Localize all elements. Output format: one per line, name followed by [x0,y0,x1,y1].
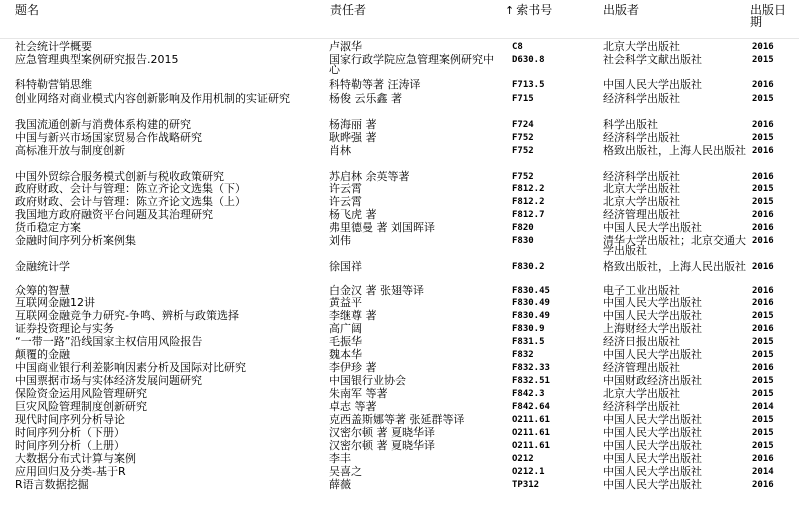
cell-title: 应急管理典型案例研究报告.2015 [15,53,179,66]
cell-publisher: 中国人民大学出版社 [603,426,702,439]
cell-author: 李伊珍 著 [329,361,377,374]
cell-title: 我国流通创新与消费体系构建的研究 [15,118,191,131]
cell-author: 汉密尔顿 著 夏晓华译 [329,426,435,439]
cell-year: 2015 [752,94,774,104]
cell-year: 2016 [752,210,774,220]
cell-year: 2015 [752,133,774,143]
cell-year: 2016 [752,236,774,246]
cell-title: 众筹的智慧 [15,284,70,297]
cell-year: 2016 [752,454,774,464]
column-header-author[interactable]: 责任者 [330,3,367,17]
cell-year: 2016 [752,172,774,182]
cell-author: 卓志 等著 [329,400,377,413]
cell-call-number: F812.2 [512,197,545,207]
cell-publisher: 格致出版社，上海人民出版社 [603,260,746,273]
cell-year: 2016 [752,146,774,156]
cell-author: 朱南军 等著 [329,387,388,400]
cell-year: 2014 [752,402,774,412]
cell-title: 我国地方政府融资平台问题及其治理研究 [15,208,213,221]
cell-author: 白金汉 著 张翅等译 [329,284,424,297]
cell-title: 现代时间序列分析导论 [15,413,125,426]
cell-call-number: O211.61 [512,441,550,451]
cell-publisher: 中国人民大学出版社 [603,452,702,465]
cell-year: 2015 [752,376,774,386]
cell-year: 2015 [752,55,774,65]
cell-year: 2015 [752,197,774,207]
cell-call-number: C8 [512,42,523,52]
cell-author: 许云霄 [329,182,362,195]
cell-publisher: 格致出版社，上海人民出版社 [603,144,746,157]
cell-publisher: 中国人民大学出版社 [603,348,702,361]
cell-year: 2016 [752,223,774,233]
cell-call-number: O212.1 [512,467,545,477]
cell-year: 2015 [752,389,774,399]
cell-publisher: 经济管理出版社 [603,208,680,221]
cell-author: 苏启林 余英等著 [329,170,410,183]
cell-call-number: F832 [512,350,534,360]
cell-publisher: 中国人民大学出版社 [603,78,702,91]
cell-call-number: F831.5 [512,337,545,347]
cell-author: 魏本华 [329,348,362,361]
column-header-year-line2: 期 [750,15,763,29]
cell-publisher: 经济科学出版社 [603,400,680,413]
cell-title: 政府财政、会计与管理：陈立齐论文选集（上） [15,195,246,208]
cell-year: 2016 [752,363,774,373]
cell-publisher: 经济日报出版社 [603,335,680,348]
cell-publisher: 北京大学出版社 [603,40,680,53]
column-header-call-number-label: 索书号 [516,3,553,17]
column-header-year[interactable] [750,0,790,38]
cell-publisher: 科学出版社 [603,118,658,131]
cell-year: 2015 [752,441,774,451]
cell-author: 杨俊 云乐鑫 著 [329,92,402,105]
cell-title: 时间序列分析（下册） [15,426,125,439]
cell-call-number: F830.49 [512,311,550,321]
cell-call-number: F832.51 [512,376,550,386]
cell-call-number: F752 [512,172,534,182]
cell-call-number: F830 [512,236,534,246]
column-header-call-number[interactable] [505,0,597,38]
cell-author: 汉密尔顿 著 夏晓华译 [329,439,435,452]
cell-title: 货币稳定方案 [15,221,81,234]
cell-title: 政府财政、会计与管理：陈立齐论文选集（下） [15,182,246,195]
cell-year: 2015 [752,184,774,194]
cell-year: 2015 [752,311,774,321]
cell-author: 李丰 [329,452,351,465]
cell-year: 2016 [752,120,774,130]
cell-title: 创业网络对商业模式内容创新影响及作用机制的实证研究 [15,92,290,105]
column-header-publisher[interactable]: 出版者 [603,3,640,17]
cell-title: 社会统计学概要 [15,40,92,53]
cell-title: 科特勒营销思维 [15,78,92,91]
cell-call-number: O212 [512,454,534,464]
cell-call-number: F724 [512,120,534,130]
cell-year: 2015 [752,415,774,425]
cell-publisher: 经济科学出版社 [603,170,680,183]
cell-publisher: 清华大学出版社；北京交通大学出版社 [603,234,746,257]
cell-call-number: F830.49 [512,298,550,308]
cell-year: 2016 [752,324,774,334]
sort-ascending-icon: ↑ [505,4,515,17]
cell-author: 徐国祥 [329,260,362,273]
cell-author: 肖林 [329,144,351,157]
cell-publisher: 中国人民大学出版社 [603,413,702,426]
cell-author: 高广阔 [329,322,362,335]
cell-author: 刘伟 [329,234,351,247]
cell-title: 中国票据市场与实体经济发展问题研究 [15,374,202,387]
cell-call-number: F752 [512,146,534,156]
cell-year: 2016 [752,286,774,296]
column-header-year-line1: 出版日 [750,3,787,17]
cell-call-number: F713.5 [512,80,545,90]
cell-publisher: 北京大学出版社 [603,195,680,208]
cell-year: 2016 [752,480,774,490]
cell-title: 互联网金融12讲 [15,296,95,309]
cell-title: 保险资金运用风险管理研究 [15,387,147,400]
cell-year: 2015 [752,350,774,360]
cell-call-number: D630.8 [512,55,545,65]
cell-author: 国家行政学院应急管理案例研究中心 [329,53,494,76]
cell-title: 应用回归及分类-基于R [15,465,126,478]
cell-year: 2016 [752,42,774,52]
cell-publisher: 经济管理出版社 [603,361,680,374]
cell-author: 杨海丽 著 [329,118,377,131]
cell-title: 证券投资理论与实务 [15,322,114,335]
cell-author: 李继尊 著 [329,309,377,322]
cell-publisher: 经济科学出版社 [603,92,680,105]
cell-year: 2014 [752,467,774,477]
cell-author: 耿晔强 著 [329,131,377,144]
cell-call-number: F830.2 [512,262,545,272]
cell-author: 中国银行业协会 [329,374,406,387]
header-divider [0,38,799,39]
cell-publisher: 社会科学文献出版社 [603,53,702,66]
cell-title: R语言数据挖掘 [15,478,89,491]
cell-call-number: O211.61 [512,415,550,425]
cell-call-number: F830.9 [512,324,545,334]
cell-publisher: 电子工业出版社 [603,284,680,297]
cell-call-number: F832.33 [512,363,550,373]
cell-publisher: 经济科学出版社 [603,131,680,144]
cell-call-number: F820 [512,223,534,233]
cell-author: 弗里德曼 著 刘国晖译 [329,221,435,234]
cell-title: 大数据分布式计算与案例 [15,452,136,465]
cell-title: 中国与新兴市场国家贸易合作战略研究 [15,131,202,144]
cell-year: 2016 [752,80,774,90]
cell-publisher: 中国人民大学出版社 [603,296,702,309]
cell-call-number: F842.3 [512,389,545,399]
cell-author: 科特勒等著 汪涛译 [329,78,421,91]
cell-publisher: 中国人民大学出版社 [603,478,702,491]
cell-publisher: 北京大学出版社 [603,182,680,195]
cell-author: 黄益平 [329,296,362,309]
cell-author: 克西盖斯娜等著 张延群等译 [329,413,465,426]
cell-call-number: F812.7 [512,210,545,220]
cell-title: 中国商业银行利差影响因素分析及国际对比研究 [15,361,246,374]
cell-call-number: F842.64 [512,402,550,412]
cell-title: 时间序列分析（上册） [15,439,125,452]
cell-publisher: 中国人民大学出版社 [603,439,702,452]
cell-year: 2016 [752,262,774,272]
cell-call-number: F830.45 [512,286,550,296]
cell-year: 2015 [752,428,774,438]
cell-title: 中国外贸综合服务模式创新与税收政策研究 [15,170,224,183]
column-header-title[interactable]: 题名 [15,3,40,17]
cell-call-number: F715 [512,94,534,104]
cell-year: 2016 [752,298,774,308]
cell-publisher: 上海财经大学出版社 [603,322,702,335]
cell-title: 颠覆的金融 [15,348,70,361]
cell-author: 吴喜之 [329,465,362,478]
cell-publisher: 中国人民大学出版社 [603,309,702,322]
cell-call-number: F752 [512,133,534,143]
cell-publisher: 北京大学出版社 [603,387,680,400]
cell-call-number: O211.61 [512,428,550,438]
cell-publisher: 中国财政经济出版社 [603,374,702,387]
cell-call-number: TP312 [512,480,540,490]
cell-author: 杨飞虎 著 [329,208,377,221]
cell-title: 互联网金融竞争力研究-争鸣、辨析与政策选择 [15,309,239,322]
cell-year: 2015 [752,337,774,347]
cell-author: 薛薇 [329,478,351,491]
cell-title: 金融时间序列分析案例集 [15,234,136,247]
cell-call-number: F812.2 [512,184,545,194]
cell-title: 巨灾风险管理制度创新研究 [15,400,147,413]
cell-title: 高标准开放与制度创新 [15,144,125,157]
cell-publisher: 中国人民大学出版社 [603,465,702,478]
cell-author: 许云霄 [329,195,362,208]
cell-publisher: 中国人民大学出版社 [603,221,702,234]
cell-title: 金融统计学 [15,260,70,273]
cell-author: 卢淑华 [329,40,362,53]
cell-title: “一带一路”沿线国家主权信用风险报告 [15,335,203,348]
cell-author: 毛振华 [329,335,362,348]
